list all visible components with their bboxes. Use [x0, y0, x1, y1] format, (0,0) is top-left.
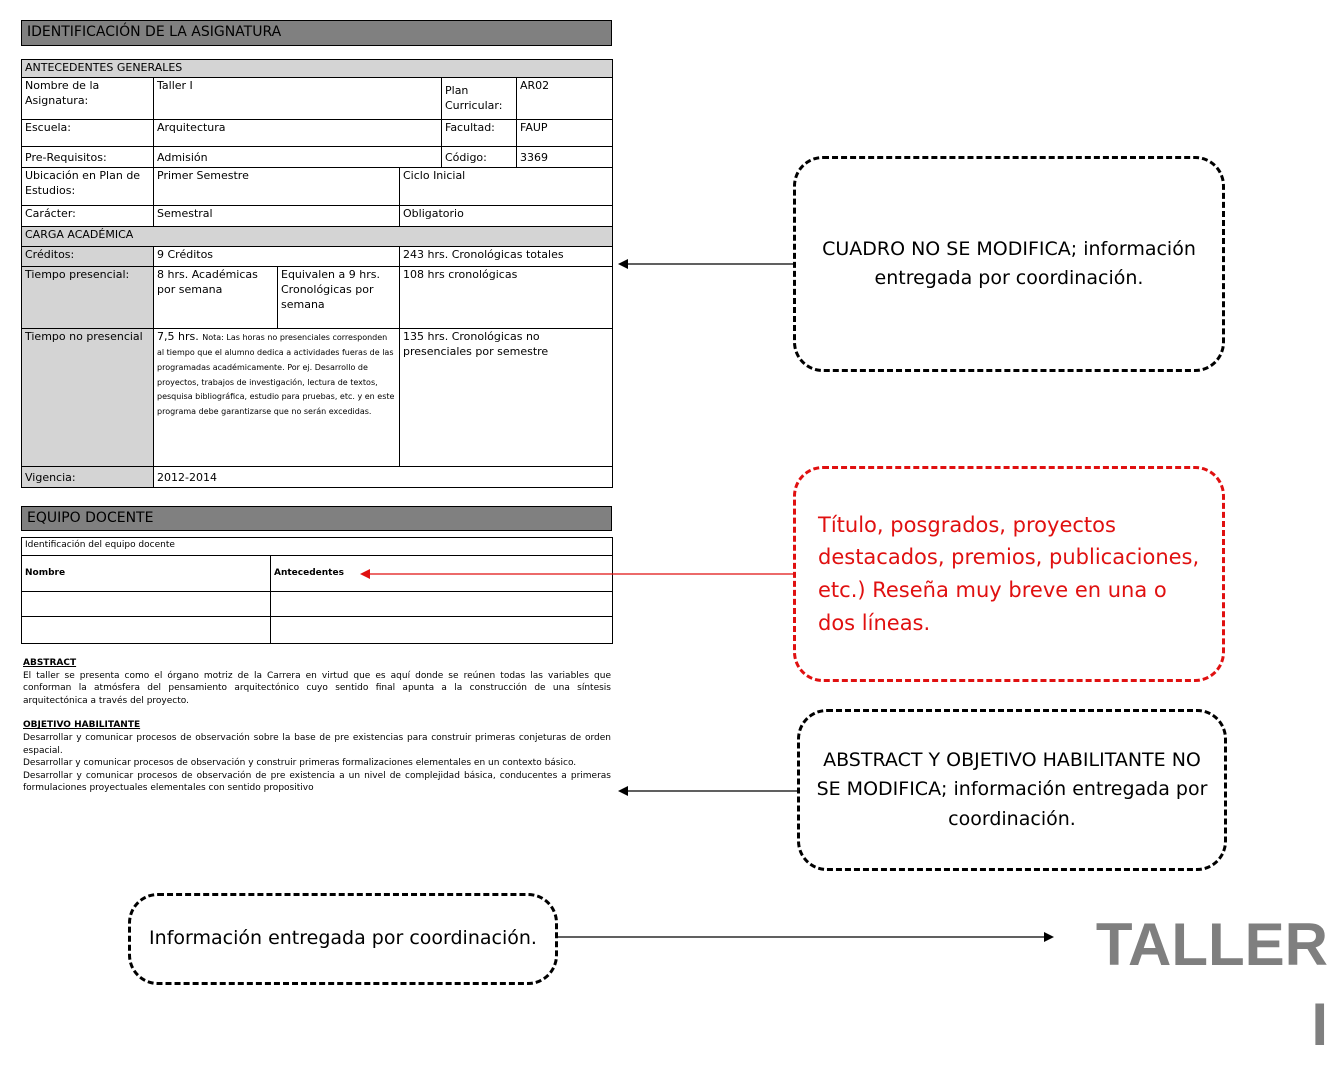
tiempo-no-presencial-nota: Nota: Las horas no presenciales corresponden al tiempo que el alumno dedica a actividades fueras de las programadas académicamente. Por ej. Desarrollo de proyectos, trabajos de investigación, lectura de textos, pesquisa bibliográfica, estudio para pruebas, etc. y en este programa debe garantizarse que no serán excedidas. — [157, 333, 395, 417]
plan-value: AR02 — [517, 78, 613, 120]
ciclo-value: Ciclo Inicial — [400, 168, 613, 206]
caracter-value: Semestral — [154, 206, 400, 227]
col-antecedentes: Antecedentes — [271, 556, 613, 592]
tiempo-presencial-label: Tiempo presencial: — [22, 267, 154, 329]
ident-equipo: Identificación del equipo docente — [22, 538, 613, 556]
obligatorio-value: Obligatorio — [400, 206, 613, 227]
objetivo-p3: Desarrollar y comunicar procesos de observación de pre existencia a un nivel de complejidad básica, conducentes a primeras formulaciones proyectuales elementales con sentido propositivo — [23, 770, 611, 794]
big-title: TALLER I — [1095, 911, 1328, 1058]
callout-abstract-text: ABSTRACT Y OBJETIVO HABILITANTE NO SE MODIFICA; información entregada por coordinación. — [816, 748, 1208, 830]
prereq-label: Pre-Requisitos: — [22, 147, 154, 168]
tiempo-no-presencial-label: Tiempo no presencial — [22, 329, 154, 467]
codigo-value: 3369 — [517, 147, 613, 168]
ubicacion-value: Primer Semestre — [154, 168, 400, 206]
callout-info-text: Información entregada por coordinación. — [149, 927, 537, 950]
hrs-totales: 243 hrs. Cronológicas totales — [400, 247, 613, 267]
nombre-label: Nombre de la Asignatura: — [22, 78, 154, 120]
codigo-label: Código: — [442, 147, 517, 168]
escuela-value: Arquitectura — [154, 120, 442, 147]
tiempo-no-presencial-value: 7,5 hrs. — [157, 330, 199, 343]
objetivo-p2: Desarrollar y comunicar procesos de observación y construir primeras formalizaciones elementales en un contexto básico. — [23, 758, 577, 769]
facultad-label: Facultad: — [442, 120, 517, 147]
callout-equipo-text: Título, posgrados, proyectos destacados, premios, publicaciones, etc.) Reseña muy breve en una o dos líneas. — [818, 512, 1200, 635]
callout-cuadro-text: CUADRO NO SE MODIFICA; información entregada por coordinación. — [822, 237, 1196, 289]
tiempo-presencial-value: 8 hrs. Académicas por semana — [154, 267, 278, 329]
vigencia-value: 2012-2014 — [154, 467, 613, 488]
prereq-value: Admisión — [154, 147, 442, 168]
creditos-label: Créditos: — [22, 247, 154, 267]
abstract-text: El taller se presenta como el órgano motriz de la Carrera en virtud que es aquí donde se reúnen todas las variables que conforman la atmósfera del pensamiento arquitectónico cuyo sentido final apunta a la construcción de una síntesis arquitectónica a través del proyecto. — [23, 670, 611, 706]
antecedentes-header: ANTECEDENTES GENERALES — [22, 60, 613, 78]
objetivo-title: OBJETIVO HABILITANTE — [23, 720, 141, 731]
nombre-value: Taller I — [154, 78, 442, 120]
caracter-label: Carácter: — [22, 206, 154, 227]
plan-label: Plan Curricular: — [442, 78, 517, 120]
tiempo-presencial-crono: 108 hrs cronológicas — [400, 267, 613, 329]
ubicacion-label: Ubicación en Plan de Estudios: — [22, 168, 154, 206]
tiempo-no-presencial-crono: 135 hrs. Cronológicas no presenciales por semestre — [400, 329, 613, 467]
escuela-label: Escuela: — [22, 120, 154, 147]
section-title: EQUIPO DOCENTE — [27, 510, 154, 526]
tiempo-presencial-equiv: Equivalen a 9 hrs. Cronológicas por semana — [278, 267, 400, 329]
carga-header: CARGA ACADÉMICA — [22, 227, 613, 247]
abstract-title: ABSTRACT — [23, 658, 77, 668]
section-title: IDENTIFICACIÓN DE LA ASIGNATURA — [27, 24, 282, 40]
col-nombre: Nombre — [22, 556, 271, 592]
vigencia-label: Vigencia: — [22, 467, 154, 488]
creditos-value: 9 Créditos — [154, 247, 400, 267]
objetivo-p1: Desarrollar y comunicar procesos de observación sobre la base de pre existencias para construir primeras conjeturas de orden espacial. — [23, 732, 611, 756]
facultad-value: FAUP — [517, 120, 613, 147]
